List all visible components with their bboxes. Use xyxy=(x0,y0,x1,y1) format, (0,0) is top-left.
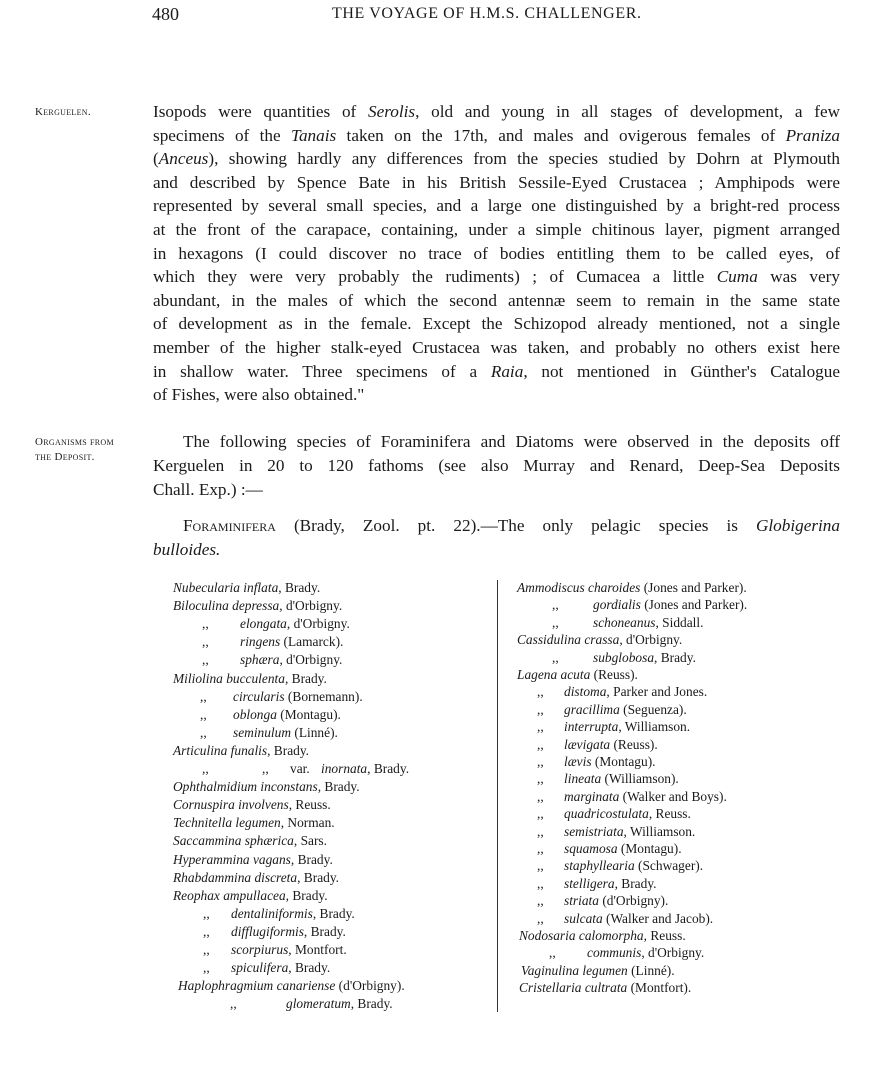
species-author: , Brady. xyxy=(267,742,310,758)
text-segment: Foraminifera xyxy=(183,516,276,535)
species-name-group xyxy=(231,960,330,976)
ditto-mark: ,, xyxy=(537,701,544,717)
paragraph1-line xyxy=(153,360,840,383)
italic-text: Praniza xyxy=(785,125,840,145)
species-author: , Reuss. xyxy=(643,928,686,943)
species-author: (Jones and Parker). xyxy=(640,597,748,613)
species-author: , Brady. xyxy=(290,851,333,867)
species-name-group xyxy=(173,870,339,886)
italic-text: Tanais xyxy=(290,125,337,145)
species-name-group xyxy=(173,815,335,831)
species-name: Lagena acuta xyxy=(517,667,591,682)
paragraph1-line xyxy=(153,265,840,288)
ditto-mark: ,, xyxy=(552,649,559,665)
side-note-organisms-line2: the Deposit. xyxy=(35,451,95,463)
species-name-group xyxy=(564,911,713,927)
species-name-group xyxy=(173,797,331,813)
species-name-group xyxy=(519,980,691,996)
ditto-mark: ,, xyxy=(537,684,544,700)
species-name-group xyxy=(521,963,675,979)
text-segment: was very xyxy=(757,267,840,287)
species-author: , Brady. xyxy=(278,580,321,595)
text-segment: of Fishes, were also obtained." xyxy=(153,385,365,405)
text-segment: at the front of the carapace, containing, under a simple chitinous layer, pigment arranged xyxy=(153,220,840,239)
species-name: Articulina funalis xyxy=(173,742,268,758)
running-title: THE VOYAGE OF H.M.S. CHALLENGER. xyxy=(332,5,642,22)
species-author: , Montfort. xyxy=(288,942,347,957)
species-name-group xyxy=(173,743,309,759)
species-author: , Brady. xyxy=(614,875,657,891)
species-name: subglobosa xyxy=(593,649,655,665)
paragraph1-line xyxy=(153,218,840,241)
species-name-group xyxy=(593,615,703,631)
species-name: communis xyxy=(587,945,642,961)
ditto-mark: ,, xyxy=(202,616,209,632)
species-author: , Williamson. xyxy=(618,719,691,735)
italic-text: Cuma xyxy=(716,267,758,287)
species-author: , Brady. xyxy=(288,960,331,976)
ditto-mark: ,, xyxy=(202,652,209,668)
species-author: , Williamson. xyxy=(623,823,696,839)
species-name-group xyxy=(173,580,320,596)
paragraph1-line xyxy=(153,194,840,217)
text-segment: in shallow water. Three specimens of a xyxy=(153,361,491,381)
ditto-mark: ,, xyxy=(549,945,556,961)
species-author: (d'Orbigny). xyxy=(598,893,669,909)
species-name: Saccammina sphærica xyxy=(173,833,294,849)
species-author: , Brady. xyxy=(284,670,327,686)
species-author: , Parker and Jones. xyxy=(606,684,708,700)
species-name: Cassidulina crassa xyxy=(517,632,620,648)
text-segment: ), showing hardly any differences from the species studied by Dohrn at Plymouth xyxy=(208,149,840,169)
species-name-group xyxy=(233,689,363,705)
ditto-mark: ,, xyxy=(203,960,210,976)
species-name: lævigata xyxy=(564,736,611,752)
species-name-group xyxy=(564,719,690,735)
species-author: (Montagu). xyxy=(617,841,682,856)
species-name-group xyxy=(564,789,727,805)
species-author: (Bornemann). xyxy=(284,688,363,704)
species-name: oblonga xyxy=(233,706,277,722)
ditto-mark: ,, xyxy=(230,996,237,1012)
species-author: , d'Orbigny. xyxy=(279,652,343,668)
species-name: Biloculina depressa xyxy=(173,598,280,614)
paragraph1-line xyxy=(153,312,840,335)
ditto-mark: ,, xyxy=(202,634,209,650)
paragraph1-line xyxy=(153,242,840,265)
italic-text: bulloides. xyxy=(153,540,221,559)
species-name-group xyxy=(173,833,327,849)
species-name: difflugiformis xyxy=(231,923,304,939)
species-author: , d'Orbigny. xyxy=(279,598,343,614)
species-name-group xyxy=(564,771,679,787)
species-name: Hyperammina vagans xyxy=(173,851,291,867)
ditto-mark: ,, xyxy=(537,841,544,856)
species-name-group xyxy=(286,996,393,1012)
species-author: (Montagu). xyxy=(276,706,341,722)
species-name-group xyxy=(173,888,328,904)
species-author: , Brady. xyxy=(285,887,328,903)
italic-text: Anceus xyxy=(158,149,209,169)
text-segment: Chall. Exp.) :— xyxy=(153,479,263,499)
italic-text: Serolis xyxy=(368,102,416,121)
species-name: Ophthalmidium inconstans xyxy=(173,779,318,795)
species-name-group xyxy=(587,945,704,961)
species-name: ringens xyxy=(240,634,281,650)
species-name-group xyxy=(240,634,343,650)
species-name-group xyxy=(173,779,360,795)
species-name-group xyxy=(240,652,342,668)
species-name: Technitella legumen xyxy=(173,815,281,831)
paragraph1-line xyxy=(153,124,840,147)
text-segment: Kerguelen in 20 to 120 fathoms (see also Murray and Renard, Deep-Sea Deposits xyxy=(153,455,840,475)
species-author: (d'Orbigny). xyxy=(335,978,405,994)
text-segment: , old and young in all stages of development, a few xyxy=(415,102,840,121)
species-name: lævis xyxy=(564,754,592,769)
species-author: (Linné). xyxy=(627,962,675,978)
species-name: dentaliniformis xyxy=(231,905,313,921)
species-name: Ammodiscus charoides xyxy=(517,580,641,595)
species-name: elongata xyxy=(240,616,287,632)
species-author: , Siddall. xyxy=(655,614,704,630)
italic-text: Raia xyxy=(490,361,524,381)
species-author: , Sars. xyxy=(293,833,327,849)
text-segment: and described by Spence Bate in his British Sessile-Eyed Crustacea ; Amphipods were xyxy=(153,172,840,192)
species-author: , d'Orbigny. xyxy=(641,945,705,961)
species-name-group xyxy=(593,597,747,613)
species-name: sphæra xyxy=(240,652,280,668)
ditto-mark: ,, xyxy=(537,719,544,735)
species-author: , d'Orbigny. xyxy=(286,616,350,632)
paragraph1-line xyxy=(153,289,840,312)
species-author: (Reuss). xyxy=(590,667,638,682)
text-segment: ( xyxy=(153,149,159,169)
ditto-mark: ,, xyxy=(537,736,544,752)
species-author: (Jones and Parker). xyxy=(640,580,747,595)
species-name: squamosa xyxy=(564,841,618,856)
species-name-group xyxy=(564,824,695,840)
text-segment: member of the higher stalk-eyed Crustacea was taken, and probably no others exist here xyxy=(153,338,840,357)
species-name: staphyllearia xyxy=(564,858,635,874)
paragraph3-line xyxy=(153,538,840,561)
species-name: gracillima xyxy=(564,701,620,717)
side-note-kerguelen: Kerguelen. xyxy=(35,106,91,118)
species-name: marginata xyxy=(564,788,620,804)
species-name: interrupta xyxy=(564,719,619,735)
italic-text: Globigerina xyxy=(755,516,840,535)
ditto-mark: ,, xyxy=(202,761,209,776)
species-name: semistriata xyxy=(564,823,624,839)
ditto-mark: ,, xyxy=(552,597,559,613)
species-name: distoma xyxy=(564,684,607,700)
ditto-mark: ,, xyxy=(537,771,544,787)
species-author: (Schwager). xyxy=(634,858,704,874)
species-name-group xyxy=(231,924,346,940)
species-name: Cornuspira involvens xyxy=(173,797,289,813)
paragraph1-line xyxy=(153,383,840,406)
species-name: Rhabdammina discreta xyxy=(173,869,298,885)
species-name-group xyxy=(173,852,333,868)
species-name: seminulum xyxy=(233,724,292,740)
variety-label: var. xyxy=(290,761,310,776)
text-segment: of development as in the female. Except the Schizopod already mentioned, not a single xyxy=(153,314,840,334)
text-segment: , not mentioned in Günther's Catalogue xyxy=(523,361,840,381)
column-divider xyxy=(497,580,498,1012)
species-name-group xyxy=(564,806,691,822)
species-name: Nodosaria calomorpha xyxy=(519,928,644,943)
paragraph3-line xyxy=(183,514,840,537)
species-author: , Brady. xyxy=(350,996,393,1012)
species-author: , Norman. xyxy=(280,815,335,831)
species-name: glomeratum xyxy=(286,996,351,1012)
ditto-mark: ,, xyxy=(203,905,210,921)
species-name-group xyxy=(564,737,658,753)
ditto-mark: ,, xyxy=(537,823,544,839)
species-author: , Reuss. xyxy=(648,806,691,822)
species-author: (Reuss). xyxy=(610,736,658,752)
species-name: sulcata xyxy=(564,910,603,926)
side-note-organisms-line1: Organisms from xyxy=(35,436,114,448)
species-author: , Brady. xyxy=(654,649,696,665)
species-name: Cristellaria cultrata xyxy=(519,980,628,996)
species-name-group xyxy=(517,580,747,596)
species-name-group xyxy=(519,928,686,944)
paragraph2-line xyxy=(153,454,840,477)
species-author: (Walker and Boys). xyxy=(619,788,727,804)
paragraph2-line xyxy=(183,430,840,453)
ditto-mark: ,, xyxy=(537,893,544,909)
ditto-mark: ,, xyxy=(537,858,544,874)
species-author: (Montfort). xyxy=(627,980,692,996)
species-author: , d'Orbigny. xyxy=(619,632,683,648)
paragraph1-line xyxy=(153,147,840,170)
species-name: schoneanus xyxy=(593,614,656,630)
species-name: Nubecularia inflata xyxy=(173,580,279,595)
species-name: striata xyxy=(564,893,599,909)
ditto-mark: ,, xyxy=(537,788,544,804)
text-segment: (Brady, Zool. pt. 22).—The only pelagic species is xyxy=(275,516,756,535)
species-name-group xyxy=(564,684,707,700)
species-name: stelligera xyxy=(564,875,615,891)
text-segment: taken on the 17th, and males and ovigerous females of xyxy=(336,125,786,145)
text-segment: specimens of the xyxy=(153,125,291,145)
species-name-group xyxy=(178,978,405,994)
species-name-group xyxy=(564,858,703,874)
species-name: circularis xyxy=(233,688,285,704)
species-author: (Seguenza). xyxy=(619,701,687,717)
ditto-mark: ,, xyxy=(537,754,544,769)
species-name-group xyxy=(517,632,682,648)
species-author: (Williamson). xyxy=(601,771,679,787)
species-author: (Linné). xyxy=(291,724,338,740)
species-author: (Montagu). xyxy=(591,754,656,769)
text-segment: The following species of Foraminifera and Diatoms were observed in the deposits off xyxy=(183,432,840,451)
species-author: , Brady. xyxy=(367,761,410,776)
text-segment: represented by several small species, and a large one distinguished by a bright-red process xyxy=(153,196,840,216)
page-number: 480 xyxy=(152,4,179,24)
text-segment: which they were very probably the rudiments) ; of Cumacea a little xyxy=(153,267,717,287)
ditto-mark: ,, xyxy=(552,614,559,630)
species-name-group xyxy=(173,598,342,614)
species-name: Reophax ampullacea xyxy=(173,887,286,903)
species-name: gordialis xyxy=(593,597,641,613)
ditto-mark: ,, xyxy=(200,688,207,704)
species-author: , Brady. xyxy=(312,905,355,921)
species-name: scorpiurus xyxy=(231,942,289,957)
species-name-group xyxy=(233,707,341,723)
species-name-group xyxy=(231,906,355,922)
species-name-group xyxy=(593,650,696,666)
ditto-mark: ,, xyxy=(537,875,544,891)
species-name: Haplophragmium canariense xyxy=(178,978,336,994)
species-name-group xyxy=(517,667,638,683)
species-name-group xyxy=(564,876,657,892)
ditto-mark: ,, xyxy=(537,806,544,822)
species-name: lineata xyxy=(564,771,602,787)
species-name-group xyxy=(233,725,338,741)
species-name-group xyxy=(231,942,347,958)
ditto-mark: ,, xyxy=(200,706,207,722)
paragraph1-line xyxy=(153,171,840,194)
ditto-mark: ,, xyxy=(203,942,210,957)
species-author: , Reuss. xyxy=(288,797,331,813)
ditto-mark: ,, xyxy=(537,910,544,926)
species-name: quadricostulata xyxy=(564,806,649,822)
species-name-group xyxy=(173,671,327,687)
species-name: inornata xyxy=(321,761,368,776)
paragraph1-line xyxy=(153,100,840,123)
species-name-group xyxy=(564,893,668,909)
species-name-group xyxy=(240,616,350,632)
species-name: Miliolina bucculenta xyxy=(173,670,285,686)
species-name-group xyxy=(564,702,687,718)
ditto-mark: ,, xyxy=(200,724,207,740)
species-author: (Lamarck). xyxy=(280,634,344,650)
species-author: , Brady. xyxy=(317,779,360,795)
text-segment: Isopods were quantities of xyxy=(153,102,369,121)
text-segment: in hexagons (I could discover no trace of bodies entitling them to be called eyes, of xyxy=(153,243,840,263)
paragraph2-line xyxy=(153,478,840,501)
paragraph1-line xyxy=(153,336,840,359)
ditto-mark: ,, xyxy=(262,761,269,776)
species-name-group xyxy=(564,754,656,770)
species-author: , Brady. xyxy=(297,869,340,885)
ditto-mark: ,, xyxy=(203,923,210,939)
species-name-group xyxy=(321,761,409,777)
species-author: (Walker and Jacob). xyxy=(602,910,714,926)
text-segment: abundant, in the males of which the second antennæ seem to remain in the same state xyxy=(153,290,840,310)
species-author: , Brady. xyxy=(303,923,346,939)
species-name: Vaginulina legumen xyxy=(521,962,628,978)
species-name: spiculifera xyxy=(231,960,289,976)
species-name-group xyxy=(564,841,682,857)
